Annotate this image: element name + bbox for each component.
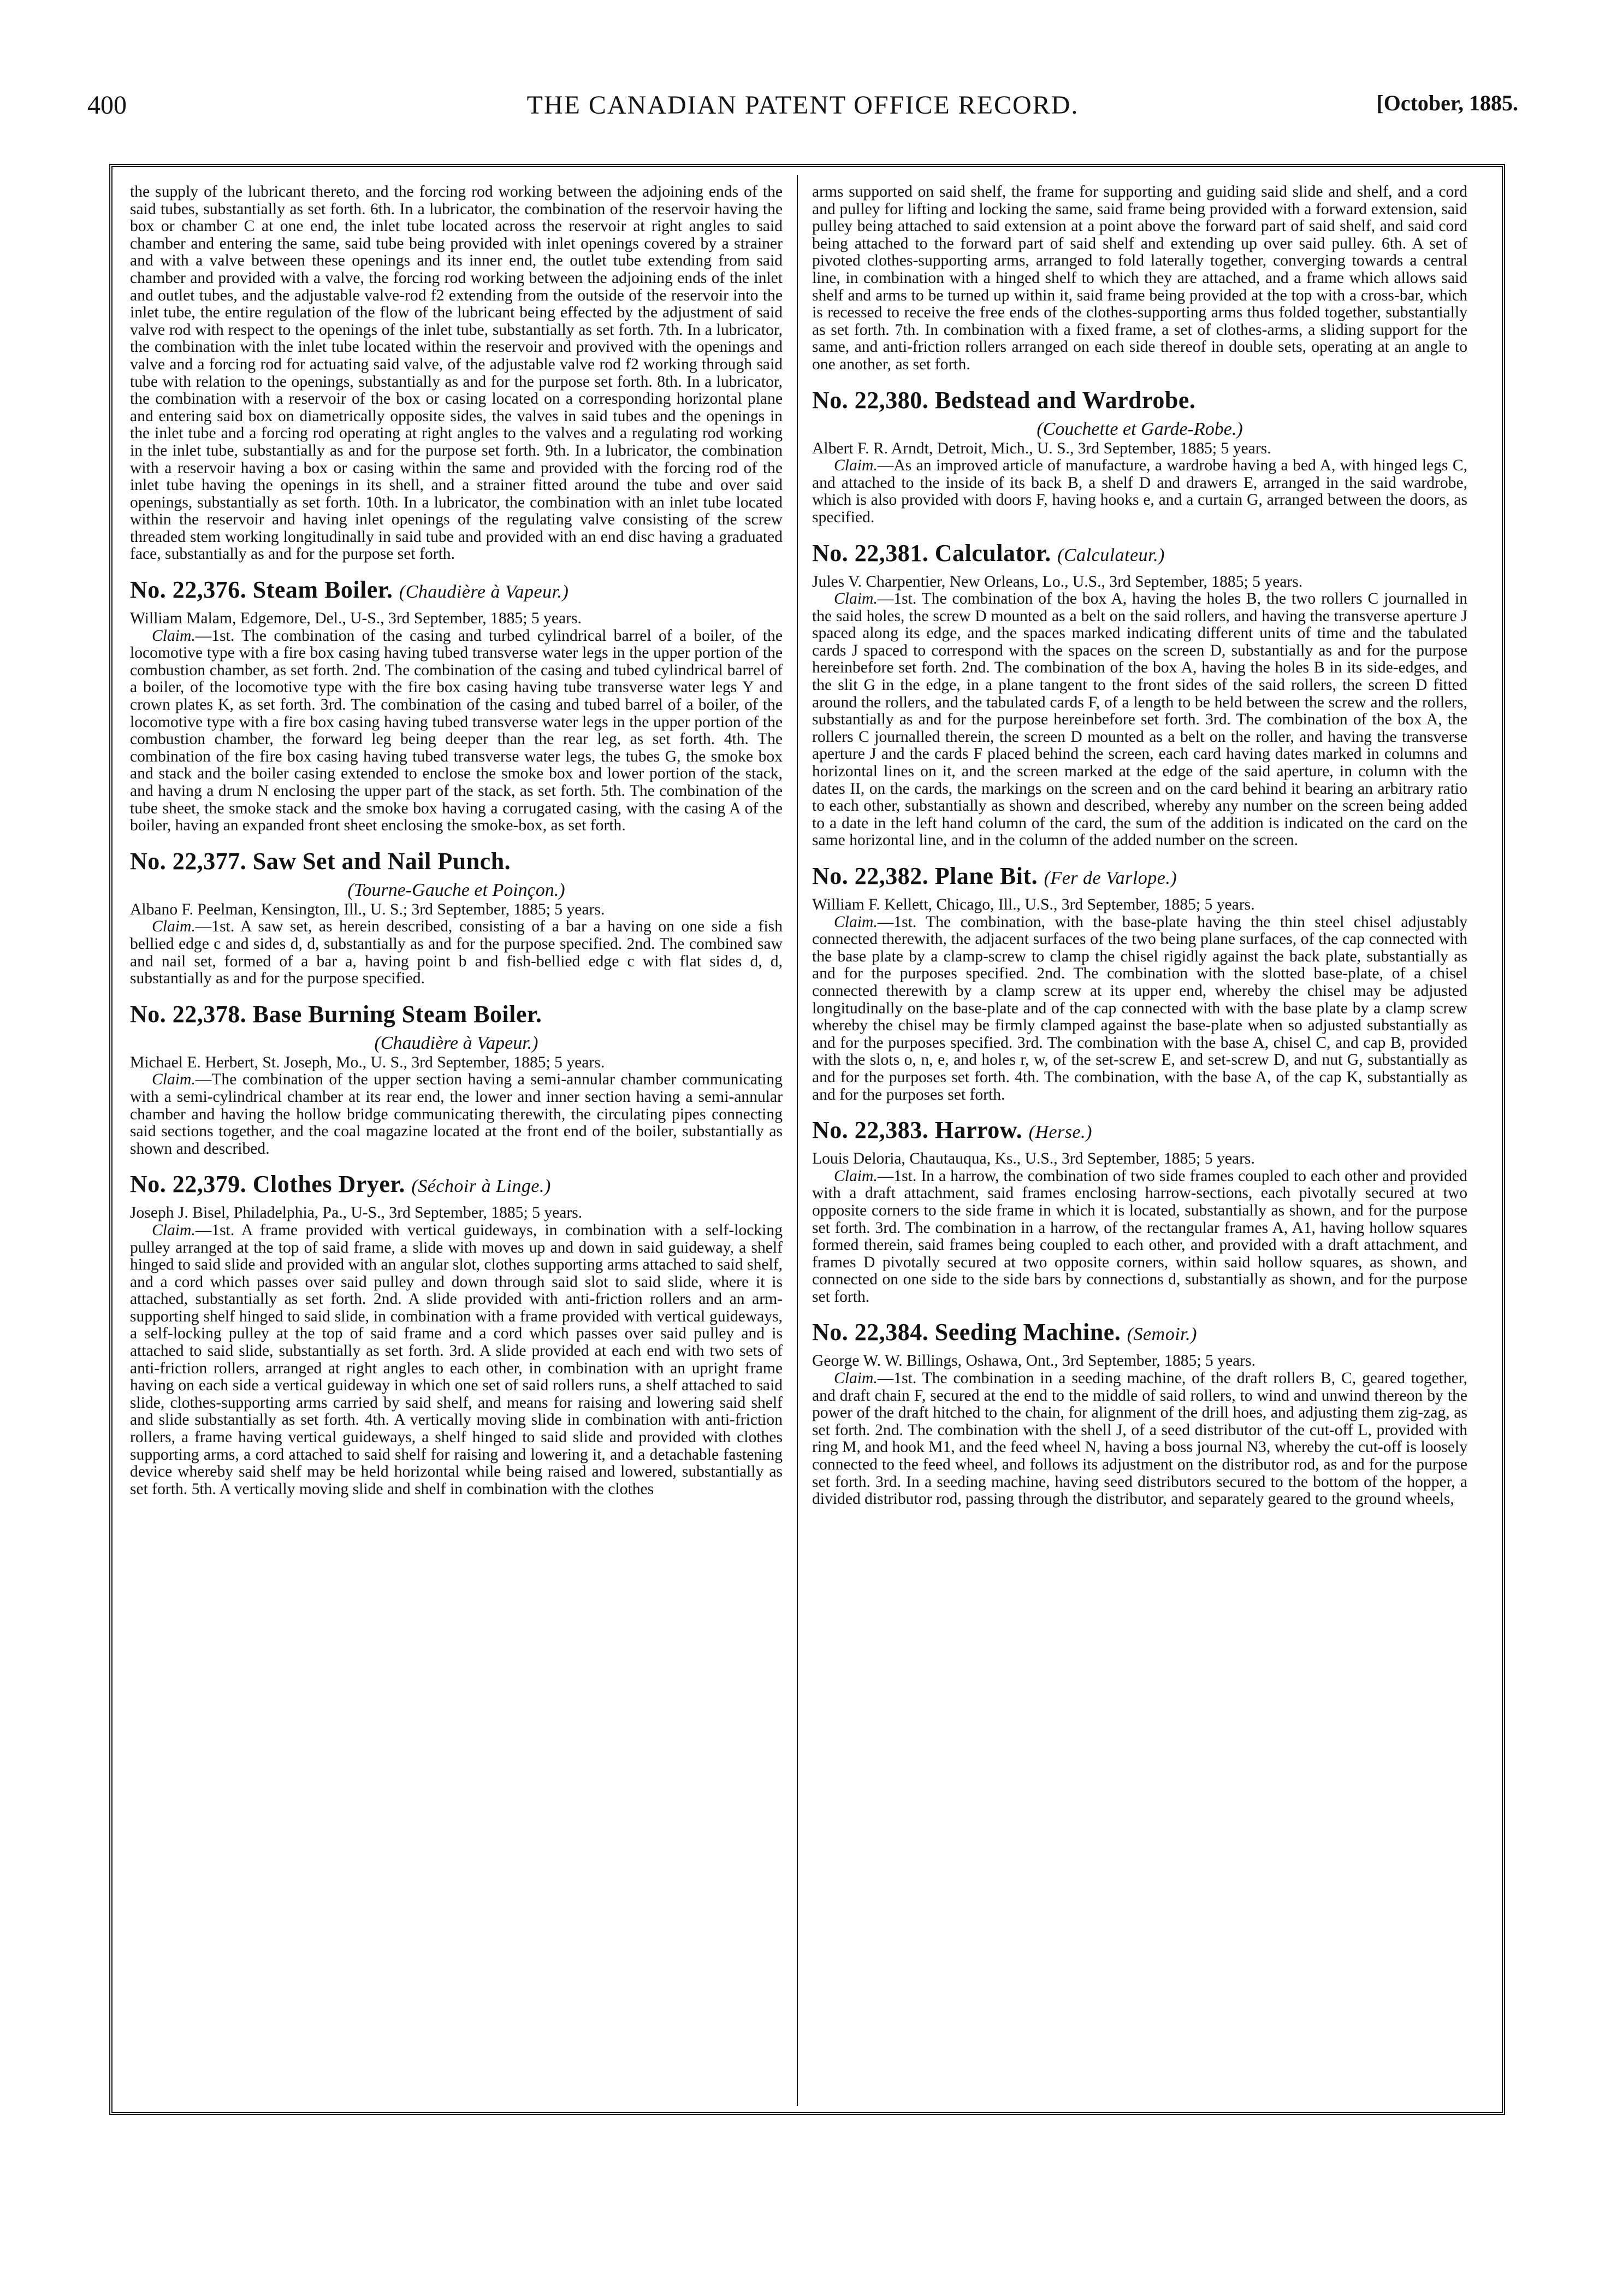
claim-text xyxy=(812,914,1467,1104)
french-title: (Fer de Varlope.) xyxy=(1044,868,1177,888)
inventor-line: Louis Deloria, Chautauqua, Ks., U.S., 3rd September, 1885; 5 years. xyxy=(812,1150,1255,1168)
inventor-line: Jules V. Charpentier, New Orleans, Lo., U.S., 3rd September, 1885; 5 years. xyxy=(812,572,1303,591)
inventor-line: Michael E. Herbert, St. Joseph, Mo., U. S., 3rd September, 1885; 5 years. xyxy=(130,1053,605,1071)
patent-entry-22384 xyxy=(812,1319,1467,1508)
patent-title: Bedstead and Wardrobe. xyxy=(934,386,1196,414)
claim-body: —1st. The combination of the casing and turbed cylindrical barrel of a boiler, of the locomotive type with a fire box casing having tubed transverse water legs in the upper portion of the combustion chamber, as set forth. 2nd. The combination of the casing and tubed cylindrical barrel of a boiler, of the locomotive type with the fire box casing having tube transverse water legs Y and crown plates K, as set forth. 3rd. The combination of the casing and tubed barrel of a boiler, of the locomotive type with a fire box casing having tubed transverse water legs in the upper portion of the combustion chamber, the forward leg being deeper than the rear leg, as set forth. 4th. The combination of the fire box casing having tubed transverse water legs, the tubes G, the smoke box and stack and the boiler casing extended to enclose the smoke box and lower portion of the stack, and having a drum N enclosing the upper part of the stack, as set forth. 5th. The combination of the tube sheet, the smoke stack and the smoke box having a corrugated casing, with the casing A of the boiler, having an expanded front sheet enclosing the smoke-box, as set forth. xyxy=(130,627,783,835)
french-title: (Calculateur.) xyxy=(1057,545,1165,565)
issue-date: [October, 1885. xyxy=(1376,91,1518,115)
patent-title: Calculator. xyxy=(934,539,1051,566)
entry-heading xyxy=(812,863,1467,892)
patent-number: No. 22,376. xyxy=(130,576,247,604)
claim-body: —1st. The combination, with the base-plate having the thin steel chisel adjustably connected therewith, the adjacent surfaces of the two being plane surfaces, of the cap connected with the base plate by a clamp-screw to clamp the chisel rigidly against the back plate, substantially as and for the purposes specified. 2nd. The combination with the slotted base-plate, of a chisel connected therewith by a clamp screw at its upper end, whereby the chisel may be adjusted longitudinally on the base-plate and of the cap connected with with the base plate by a clamp screw whereby the chisel may be firmly clamped against the base-plate when so adjusted substantially as and for the purposes specified. 3rd. The combination with the base A, chisel C, and cap B, provided with the slots o, n, e, and holes r, w, of the set-screw E, and set-screw D, and nut G, substantially as and for the purposes set forth. 4th. The combination, with the base A, of the cap K, substantially as and for the purposes set forth. xyxy=(812,913,1467,1103)
claim-label: Claim. xyxy=(152,1071,196,1089)
claim-text xyxy=(812,1168,1467,1306)
patent-number: No. 22,382. xyxy=(812,863,929,889)
entry-heading xyxy=(812,1117,1467,1146)
claim-text xyxy=(130,1222,783,1498)
entry-heading xyxy=(130,1001,783,1028)
inventor-line: Albert F. R. Arndt, Detroit, Mich., U. S., 3rd September, 1885; 5 years. xyxy=(812,439,1271,457)
inventor-line: George W. W. Billings, Oshawa, Ont., 3rd September, 1885; 5 years. xyxy=(812,1352,1256,1370)
patent-number: No. 22,383. xyxy=(812,1117,929,1144)
right-column xyxy=(812,184,1467,1508)
patent-title: Base Burning Steam Boiler. xyxy=(252,1000,542,1028)
claim-text xyxy=(130,628,783,835)
left-column xyxy=(130,184,783,1498)
claim-label: Claim. xyxy=(152,627,196,645)
claim-body: —The combination of the upper section having a semi-annular chamber communicating with a semi-cylindrical chamber at its rear end, the lower and inner section having a semi-annular chamber and having the hollow bridge communicating therewith, the circulating pipes connecting said sections together, and the coal magazine located at the front end of the boiler, substantially as shown and described. xyxy=(130,1071,783,1158)
claim-label: Claim. xyxy=(152,918,196,936)
claim-text xyxy=(812,457,1467,526)
claim-body: —1st. A frame provided with vertical guideways, in combination with a self-locking pulley arranged at the top of said frame, a slide with moves up and down in said guideway, a shelf hinged to said slide and provided with an angular slot, clothes supporting arms attached to said shelf, and a cord which passes over said pulley and down through said slot to said slide, where it is attached, substantially as set forth. 2nd. A slide provided with anti-friction rollers and an arm-supporting shelf hinged to said slide, in combination with a frame provided with vertical guideways, a self-locking pulley at the top of said frame and a cord which passes over said pulley and is attached to said slide, substantially as set forth. 3rd. A slide provided at each end with two sets of anti-friction rollers, arranged at right angles to each other, in combination with an upright frame having on each side a vertical guideway in which one set of said rollers runs, a shelf attached to said slide, clothes-supporting arms carried by said shelf, and means for raising and lowering said shelf and slide substantially as set forth. 4th. A vertically moving slide in combination with anti-friction rollers, a frame having vertical guideways, a shelf hinged to said slide and provided with clothes supporting arms, a cord attached to said shelf for raising and lowering it, and a detachable fastening device whereby said shelf may be held horizontal while being raised and lowered, substantially as set forth. 5th. A vertically moving slide and shelf in combination with the clothes xyxy=(130,1221,783,1498)
claim-label: Claim. xyxy=(834,457,878,475)
claim-label: Claim. xyxy=(834,1167,878,1185)
patent-title: Plane Bit. xyxy=(934,863,1038,889)
patent-entry-22382 xyxy=(812,863,1467,1103)
french-title: (Semoir.) xyxy=(1127,1324,1197,1345)
entry-heading xyxy=(812,1319,1467,1348)
patent-entry-22381 xyxy=(812,540,1467,850)
patent-entry-22383 xyxy=(812,1117,1467,1306)
patent-entry-22377 xyxy=(130,848,783,988)
patent-number: No. 22,384. xyxy=(812,1319,929,1346)
entry-heading xyxy=(812,540,1467,569)
claim-label: Claim. xyxy=(152,1221,196,1239)
patent-entry-22380 xyxy=(812,387,1467,527)
claim-body: —1st. The combination in a seeding machine, of the draft rollers B, C, geared together, and draft chain F, secured at the end to the middle of said rollers, to wind and unwind thereon by the power of the draft hitched to the chain, for alignment of the drill hoes, and adjusting them zig-zag, as set forth. 2nd. The combination with the shell J, of a seed distributor of the cut-off L, provided with ring M, and hook M1, and the feed wheel N, having a boss journal N3, whereby the cut-off is loosely connected to the feed wheel, and follows its adjustment on the distributor rod, as and for the purpose set forth. 3rd. In a seeding machine, having seed distributors secured to the bottom of the hopper, a divided distributor rod, passing through the distributor, and separately geared to the ground wheels, xyxy=(812,1370,1467,1508)
page-number: 400 xyxy=(87,91,127,120)
claim-body: —1st. In a harrow, the combination of two side frames coupled to each other and provided with a draft attachment, said frames enclosing harrow-sections, each pivotally secured at two opposite corners to the side frame in which it is located, substantially as shown, and for the purpose set forth. 3rd. The combination in a harrow, of the rectangular frames A, A1, having hollow squares formed therein, said frames being coupled to each other, and provided with a draft attachment, and frames D pivotally secured at two opposite corners, within said hollow squares, as shown, and connected on one side to the side bars by connections d, substantially as shown, and for the purpose set forth. xyxy=(812,1167,1467,1306)
patent-title: Harrow. xyxy=(934,1117,1023,1144)
inventor-line: Joseph J. Bisel, Philadelphia, Pa., U-S., 3rd September, 1885; 5 years. xyxy=(130,1204,583,1222)
entry-heading xyxy=(130,848,783,875)
patent-entry-22376 xyxy=(130,576,783,835)
entry-heading xyxy=(130,1171,783,1200)
inventor-line: William Malam, Edgemore, Del., U-S., 3rd September, 1885; 5 years. xyxy=(130,610,582,628)
continuation-text: arms supported on said shelf, the frame for supporting and guiding said slide and shelf, and a cord and pulley for lifting and locking the same, said frame being provided with a forward extension, said pulley being attached to said extension at a point above the forward part of said shelf, and said cord being attached to the forward part of said shelf and extending up over said pulley. 6th. A set of pivoted clothes-supporting arms, arranged to fold laterally together, converging towards a central line, in combination with a hinged shelf to which they are attached, and a frame which allows said shelf and arms to be turned up within it, said frame being provided at the top with a cross-bar, which is recessed to receive the free ends of the clothes-supporting arms thus folded together, substantially as set forth. 7th. In combination with a fixed frame, a set of clothes-arms, a sliding support for the same, and anti-friction rollers arranged on each side thereof in double sets, operating at an angle to one another, as set forth. xyxy=(812,183,1467,373)
patent-title: Steam Boiler. xyxy=(252,576,393,604)
entry-heading xyxy=(130,576,783,606)
french-title: (Chaudière à Vapeur.) xyxy=(399,582,569,603)
french-title: (Chaudière à Vapeur.) xyxy=(374,1032,538,1053)
claim-text xyxy=(130,918,783,987)
publication-title: THE CANADIAN PATENT OFFICE RECORD. xyxy=(526,91,1079,120)
patent-entry-22378 xyxy=(130,1001,783,1158)
continuation-text: the supply of the lubricant thereto, and the forcing rod working between the adjoining ends of the said tubes, substantially as set forth. 6th. In a lubricator, the combination of the reservoir having the box or chamber C at one end, the inlet tube located across the reservoir at right angles to said chamber and entering the same, said tube being provided with inlet openings covered by a strainer and with a valve between these openings and its inner end, the outlet tube extending from said chamber and provided with a valve, the forcing rod working between the adjoining ends of the inlet and outlet tubes, and the adjustable valve-rod f2 extending from the outside of the reservoir into the inlet tube, the entire regulation of the flow of the lubricant being effected by the adjustment of said valve rod with respect to the openings of the inlet tube, substantially as set forth. 7th. In a lubricator, the combination with the inlet tube located within the reservoir and provived with the openings and valve and a forcing rod for actuating said valve, of the adjustable valve rod f2 working through said tube with relation to the openings, substantially as and for the purpose set forth. 8th. In a lubricator, the combination with a reservoir of the box or casing located on a corresponding horizontal plane and entering said box on diametrically opposite sides, the valves in said tubes and the openings in the inlet tube and a forcing rod operating at right angles to the valves and a regulating rod working in the inlet tube, substantially as and for the purpose set forth. 9th. In a lubricator, the combination with a reservoir having a box or casing within the same and provided with the forcing rod of the inlet tube having the openings in its shell, and a strainer fitted around the tube and over said openings, substantially as set forth. 10th. In a lubricator, the combination with an inlet tube located within the reservoir and having inlet openings of the regulating valve consisting of the screw threaded stem working longitudinally in said tube and provided with an end disc having a graduated face, substantially as and for the purpose set forth. xyxy=(130,183,783,563)
patent-entry-22379 xyxy=(130,1171,783,1498)
claim-text xyxy=(130,1071,783,1158)
french-title: (Séchoir à Linge.) xyxy=(411,1176,551,1197)
inventor-line: Albano F. Peelman, Kensington, Ill., U. S.; 3rd September, 1885; 5 years. xyxy=(130,900,605,918)
entry-heading xyxy=(812,387,1467,414)
running-head xyxy=(87,90,1518,128)
patent-title: Saw Set and Nail Punch. xyxy=(252,847,511,875)
patent-number: No. 22,377. xyxy=(130,847,247,875)
claim-body: —1st. A saw set, as herein described, consisting of a bar a having on one side a fish bellied edge c and sides d, d, substantially as and for the purpose specified. 2nd. The combined saw and nail set, formed of a bar a, having point b and fish-bellied edge c with flat sides d, d, substantially as and for the purpose specified. xyxy=(130,918,783,988)
claim-label: Claim. xyxy=(834,590,878,608)
column-divider xyxy=(797,175,798,2106)
patent-number: No. 22,380. xyxy=(812,386,929,414)
patent-title: Clothes Dryer. xyxy=(252,1171,405,1198)
french-title: (Tourne-Gauche et Poinçon.) xyxy=(347,880,565,900)
claim-label: Claim. xyxy=(834,913,878,931)
patent-number: No. 22,379. xyxy=(130,1171,247,1198)
patent-number: No. 22,378. xyxy=(130,1000,247,1028)
claim-label: Claim. xyxy=(834,1370,878,1388)
patent-title: Seeding Machine. xyxy=(934,1319,1121,1346)
claim-body: —1st. The combination of the box A, having the holes B, the two rollers C journalled in the said holes, the screw D mounted as a belt on the said rollers, and having the transverse aperture J spaced along its edge, and the spaces marked indicating different units of time and the tabulated cards J spaced to correspond with the spaces on the screen D, substantially as and for the purpose hereinbefore set forth. 2nd. The combination of the box A, having the holes B in its side-edges, and the slit G in the edge, in a plane tangent to the front sides of the said rollers, the screen D fitted around the rollers, and the tabulated cards F, of a length to be held between the screw and the rollers, substantially as and for the purpose hereinbefore set forth. 3rd. The combination of the box A, the rollers C journalled therein, the screen D mounted as a belt on the roller, and having the transverse aperture J and the cards F placed behind the screen, each card having dates marked in columns and horizontal lines on it, and the screen marked at the edge of the said aperture, in column with the dates II, on the cards, the markings on the screen and on the card behind it bearing an arbitrary ratio to each other, substantially as shown and described, whereby any number on the screen being added to a date in the left hand column of the card, the sum of the addition is indicated on the card on the same horizontal line, and in the column of the added number on the screen. xyxy=(812,590,1467,849)
inventor-line: William F. Kellett, Chicago, Ill., U.S., 3rd September, 1885; 5 years. xyxy=(812,896,1255,913)
french-title: (Couchette et Garde-Robe.) xyxy=(1037,418,1243,439)
claim-text xyxy=(812,591,1467,849)
french-title: (Herse.) xyxy=(1028,1122,1092,1143)
claim-body: —As an improved article of manufacture, a wardrobe having a bed A, with hinged legs C, and attached to the inside of its back B, a shelf D and drawers E, arranged in the said wardrobe, which is also provided with doors F, having hooks e, and a curtain G, arranged between the doors, as specified. xyxy=(812,457,1467,526)
claim-text xyxy=(812,1370,1467,1508)
patent-number: No. 22,381. xyxy=(812,539,929,566)
